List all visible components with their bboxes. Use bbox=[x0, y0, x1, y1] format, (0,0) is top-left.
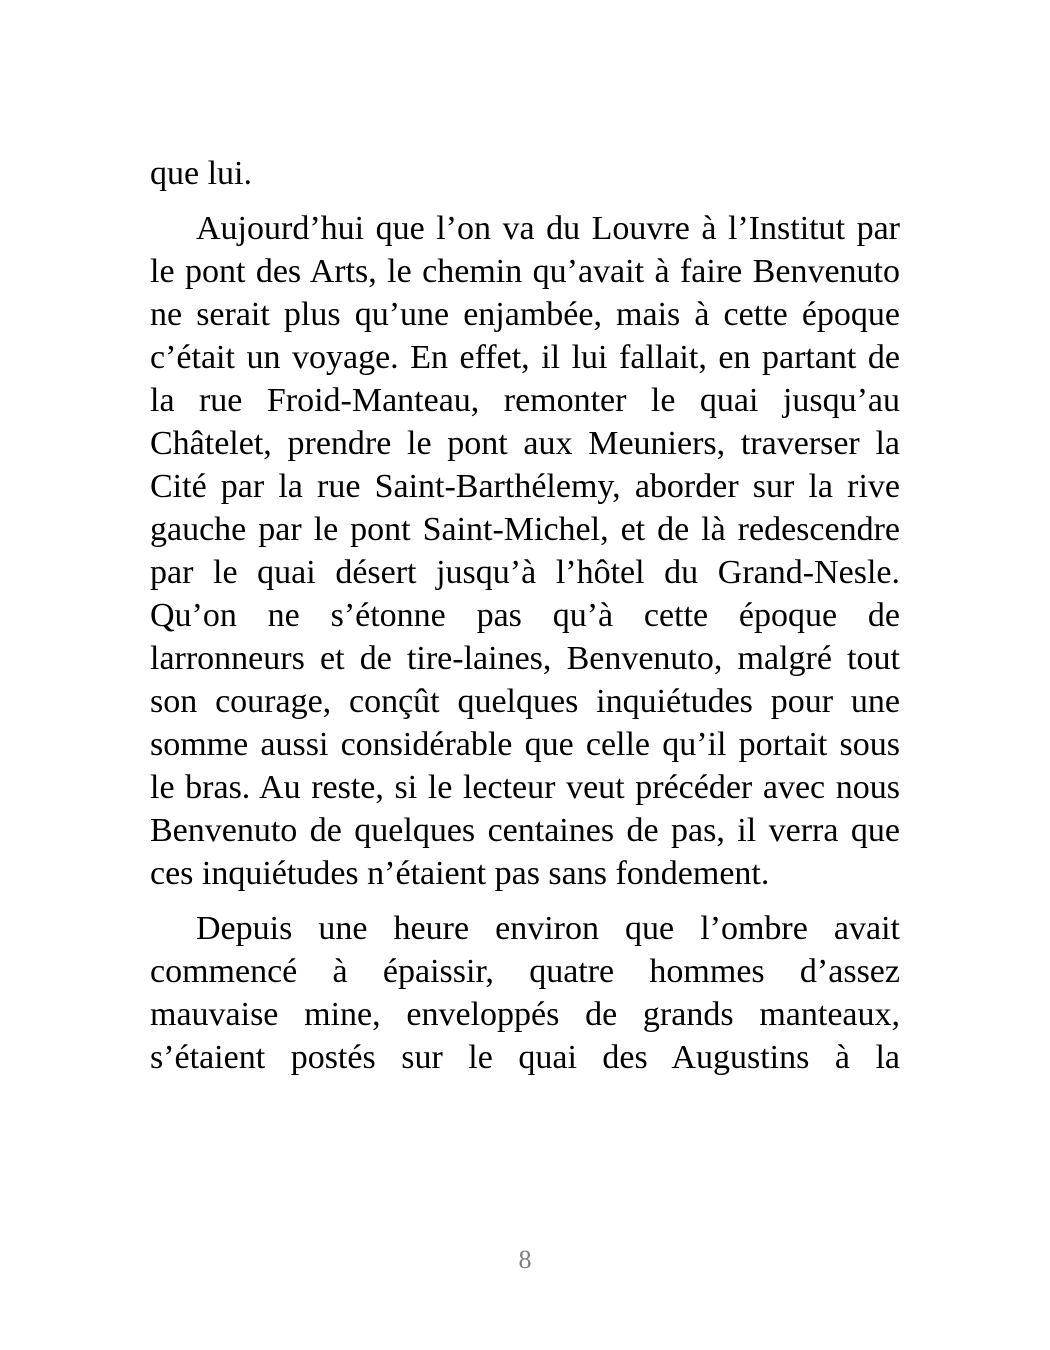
page-number: 8 bbox=[518, 1245, 532, 1274]
paragraph: Aujourd’hui que l’on va du Louvre à l’Institut par le pont des Arts, le chemin qu’avait à faire Benvenuto ne serait plus qu’une enjambée, mais à cette époque c’était un voyage. En effet, il lui fallait, en partant de la rue Froid-Manteau, remonter le quai jusqu’au Châtelet, prendre le pont aux Meuniers, traverser la Cité par la rue Saint-Barthélemy, aborder sur la rive gauche par le pont Saint-Michel, et de là redescendre par le quai désert jusqu’à l’hôtel du Grand-Nesle. Qu’on ne s’étonne pas qu’à cette époque de larronneurs et de tire-laines, Benvenuto, malgré tout son courage, conçût quelques inquiétudes pour une somme aussi considérable que celle qu’il portait sous le bras. Au reste, si le lecteur veut précéder avec nous Benvenuto de quelques centaines de pas, il verra que ces inquiétudes n’étaient pas sans fondement. bbox=[150, 210, 900, 892]
paragraph: Depuis une heure environ que l’ombre avait commencé à épaissir, quatre hommes d’assez mauvaise mine, enveloppés de grands manteaux, s’étaient postés sur le quai des Augustins à la bbox=[150, 910, 900, 1076]
paragraph-continuation: que lui. bbox=[150, 155, 252, 192]
page-body bbox=[150, 152, 900, 1079]
